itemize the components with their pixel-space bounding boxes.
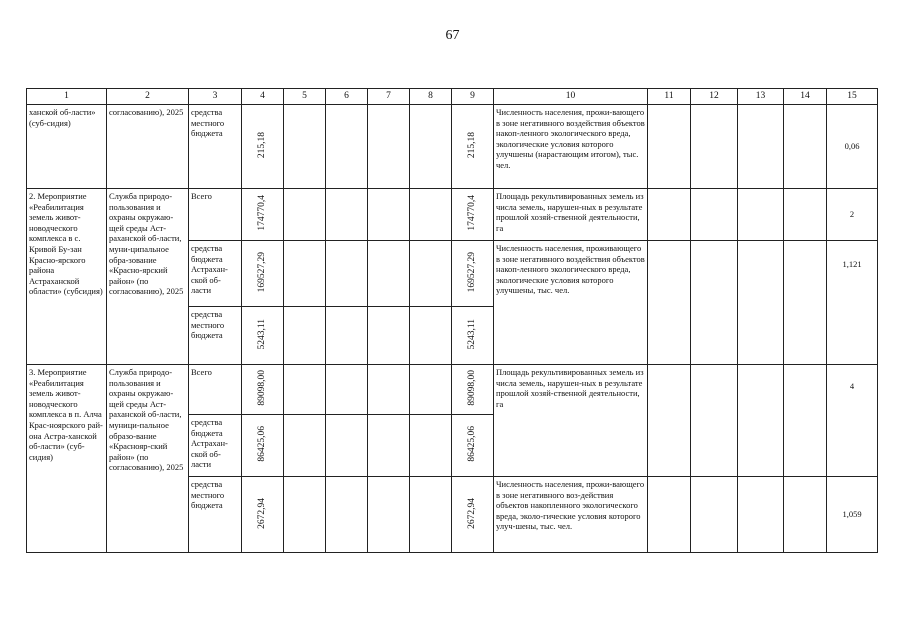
indicator: Площадь рекультивированных земель из числа земель, нарушен-ных в результате прошлой хозяй-ственной деятельности, га — [494, 189, 648, 241]
amount-cell — [452, 307, 494, 365]
col-header: 13 — [738, 89, 784, 105]
col-header: 12 — [691, 89, 738, 105]
page-number: 67 — [445, 28, 460, 43]
col-header: 7 — [368, 89, 410, 105]
amount-cell — [452, 477, 494, 553]
indicator-value: 4 — [827, 365, 878, 477]
col-header: 6 — [326, 89, 368, 105]
indicator: Численность населения, проживающего в зоне негативного воздействия объектов накоп-ленного экологического вреда, экологические условия которого улучшены, тыс. чел. — [494, 241, 648, 365]
amount-value: 86425,06 — [467, 426, 478, 463]
amount-cell — [242, 477, 284, 553]
amount-value: 169527,29 — [257, 252, 268, 293]
col-header: 10 — [494, 89, 648, 105]
amount-value: 2672,94 — [467, 497, 478, 529]
amount-value: 86425,06 — [257, 426, 268, 463]
indicator-value: 0,06 — [827, 105, 878, 189]
executor: согласованию), 2025 — [107, 105, 189, 189]
measure-name: 3. Мероприятие «Реабилитация земель живот-новодческого комплекса в п. Алча Крас-ноярского рай-она Астра-ханской об-ласти» (суб-сидия) — [27, 365, 107, 553]
indicator: Площадь рекультивированных земель из числа земель, нарушен-ных в результате прошлой хозяй-ственной деятельности, га — [494, 365, 648, 477]
amount-value: 5243,11 — [467, 318, 478, 350]
amount-value: 215,18 — [467, 132, 478, 159]
funding-source: Всего — [189, 365, 242, 415]
amount-cell — [452, 105, 494, 189]
col-header: 5 — [284, 89, 326, 105]
col-header: 11 — [648, 89, 691, 105]
indicator-value: 2 — [827, 189, 878, 241]
col-header: 3 — [189, 89, 242, 105]
col-header: 1 — [27, 89, 107, 105]
header-row — [27, 89, 878, 105]
amount-value: 89098,00 — [257, 370, 268, 407]
funding-source: Всего — [189, 189, 242, 241]
executor: Служба природо-пользования и охраны окружаю-щей среды Аст-раханской об-ласти, муни-ципальное обра-зование «Красно-ярский район» (по согласованию), 2025 — [107, 189, 189, 365]
amount-value: 2672,94 — [257, 497, 268, 529]
amount-value: 169527,29 — [467, 252, 478, 293]
amount-cell — [452, 415, 494, 477]
funding-source: средства бюджета Астрахан-ской об-ласти — [189, 241, 242, 307]
amount-value: 5243,11 — [257, 318, 268, 350]
funding-source: средства бюджета Астрахан-ской об-ласти — [189, 415, 242, 477]
indicator: Численность населения, прожи-вающего в зоне негативного воз-действия объектов накопленного экологического вреда, эколо-гические условия которого улуч-шены, тыс. чел. — [494, 477, 648, 553]
funding-source: средства местного бюджета — [189, 477, 242, 553]
indicator: Численность населения, прожи-вающего в зоне негативного воздействия объектов накоп-ленного экологического вреда, экологические условия которого улучшены (нарастающим итогом), тыс. чел. — [494, 105, 648, 189]
amount-cell — [452, 365, 494, 415]
amount-cell — [242, 105, 284, 189]
table-row — [27, 189, 878, 241]
table-row — [27, 105, 878, 189]
measure-name: ханской об-ласти» (суб-сидия) — [27, 105, 107, 189]
executor: Служба природо-пользования и охраны окружаю-щей среды Аст-раханской об-ласти, муници-пальное образо-вание «Краснояр-ский район» (по согласованию), 2025 — [107, 365, 189, 553]
amount-cell — [242, 307, 284, 365]
amount-cell — [242, 189, 284, 241]
col-header: 9 — [452, 89, 494, 105]
amount-cell — [242, 241, 284, 307]
indicator-value: 1,059 — [827, 477, 878, 553]
col-header: 4 — [242, 89, 284, 105]
funding-source: средства местного бюджета — [189, 105, 242, 189]
amount-cell — [452, 241, 494, 307]
amount-cell — [242, 365, 284, 415]
col-header: 2 — [107, 89, 189, 105]
amount-value: 89098,00 — [467, 370, 478, 407]
amount-value: 215,18 — [257, 132, 268, 159]
col-header: 14 — [784, 89, 827, 105]
measure-name: 2. Мероприятие «Реабилитация земель живот-новодческого комплекса в с. Кривой Бу-зан Красно-ярского района Астраханской области» (субсидия) — [27, 189, 107, 365]
amount-value: 174770,4 — [257, 195, 268, 232]
amount-value: 174770,4 — [467, 195, 478, 232]
indicator-value: 1,121 — [827, 241, 878, 365]
col-header: 15 — [827, 89, 878, 105]
table-row — [27, 365, 878, 415]
amount-cell — [242, 415, 284, 477]
amount-cell — [452, 189, 494, 241]
funding-source: средства местного бюджета — [189, 307, 242, 365]
program-table — [26, 88, 878, 553]
col-header: 8 — [410, 89, 452, 105]
